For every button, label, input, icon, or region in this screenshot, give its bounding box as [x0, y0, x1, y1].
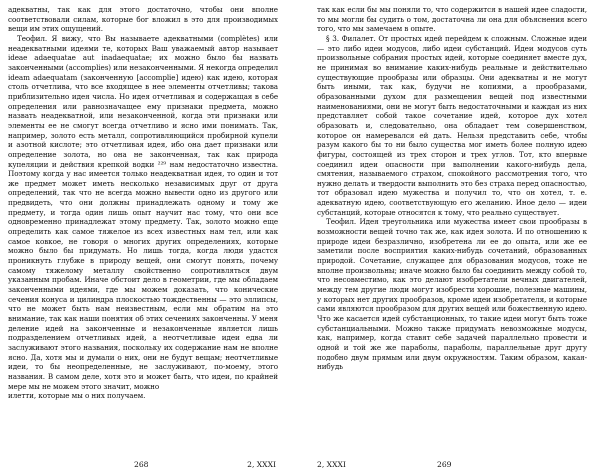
right-page-number: 269 [437, 460, 452, 469]
right-folio [317, 459, 587, 471]
left-paragraph-1: адекватны, так как для этого достаточно, чтобы они вполне соответствовали силам, которые бог вложил в это для производимых вещи им этих ощущений. [8, 5, 278, 34]
right-paragraph-2: § 3. Филалет. От простых идей перейдем к сложным. Сложные идеи — это либо идеи модусов, либо идеи субстанций. Идеи модусов суть произвольные собрания простых идей, которые соединяет вместе дух, не принимая во внимание каких-нибудь реальные и действительно существующие прообразы или образцы. Они адекватны и не могут быть иными, так как, будучи не копиями, а прообразами, образованными духом для размещения вещей под известными наименованиями, они не могут быть недостаточными и каждая из них представляет собой такое сочетание идей, которое дух хотел образовать и, следовательно, она обладает тем совершенством, которое он намеревался ей дать. Нельзя представить себе, чтобы разум какого бы то ни было существа мог иметь более полную идею фигуры, состоящей из трех сторон и трех углов. Тот, кто впервые соединил идеи опасности при выполнении какого-нибудь дела, смятения, называемого страхом, спокойного рассмотрения того, что нужно делать и твердости выполнить это без страха перед опасностью, тот образовал идею мужества и получил то, что он хотел, т. е. адекватную идею, соответствующую его желанию. Иное дело — идеи субстанций, которые относятся к тому, что реально существует. [317, 33, 587, 217]
right-paragraph-1: так как если бы мы поняли то, что содержится в нашей идее сладости, то мы могли бы судить о том, достаточна ли она для объяснения всего того, что мы замечаем в опыте. [317, 5, 587, 34]
left-folio [8, 459, 278, 471]
left-text-column [8, 5, 278, 401]
left-paragraph-3: илетти, которые мы о них получаем. [8, 391, 146, 401]
right-paragraph-3: Теофил. Идея треугольника или мужества имеет свои прообразы в возможности вещей точно так же, как идея золота. И по отношению к природе идеи безразлично, изобретена ли ее до опыта, или же ее заметили после восприятия каких-нибудь сочетаний, образованных природой. Сочетание, служащее для образования модусов, тоже не вполне произвольны; иначе можно было бы соединить между собой то, что несовместимо, как это делают изобретатели вечных двигателей, между тем другие люди могут изобрести хорошие, полезные машины, у которых нет других прообразов, кроме идеи изобретателя, и которые сами являются прообразом для других вещей или божественную идею. Что же касается идей субстанционных, то такие идеи могут быть тоже субстанциальными. Можно также придумать невозможные модусы, как, например, когда ставят себе задачей параллельно провести и одной и той же же параболы, параболы, параллельные друг другу подобно двум прямым или двум окружностям. Таким образом, какая-нибудь [317, 217, 587, 372]
right-text-column [317, 5, 587, 372]
left-page [8, 5, 278, 471]
left-paragraph-2: Теофил. Я вижу, что Вы называете адекватными (complètes) или неадекватными идеями те, которых Ваш уважаемый автор называет ideae adaequatae aut inadaequatae; их можно было бы назвать законченными (accomplies) или незаконченными. Я некогда определил ideam adaequatam (законченную [accomplie] идею) как идею, которая столь отчетлива, что все входящее в нее элементы отчетливы; такова приблизительно идея числа. Но идея отчетливая и содержащая в себе определения или равнозначащее ему признаки предмета, можно назвать неадекватной, или незаконченной, когда эти признаки или элементы ее не смогут всегда отчетливо и ясно ими понимать. Так, например, золото есть металл, сопротивляющийся пробирной купели и азотной кислоте; это отчетливая идея, ибо она дает признаки или определение золота, но она не законченная, так как природа купеляции и действия крепкой водки ²²⁹ нам недостаточно известна. Поэтому когда у нас имеется только неадекватная идея, то один и тот же предмет может иметь несколько независимых друг от друга определений, так что не всегда можно вывести одно из другого или предвидеть, что они должны принадлежать одному и тому же предмету, и тогда один лишь опыт научит нас тому, что они все одновременно принадлежат этому предмету. Так, золото можно еще определить как самое тяжелое из всех известных нам тел, или как самое ковкое, не говоря о многих других определениях, которые можно было бы придумать. Но лишь тогда, когда люди удастся проникнуть глубже в природу вещей, они смогут понять, почему самому тяжелому металлу свойственно сопротивляться двум указанным пробам. Иначе обстоит дело в геометрии, где мы обладаем законченными идеями, где мы можем доказать, что конические сечения конуса и цилиндра плоскостью тождественны — это эллипсы, что не может быть нам неизвестным, если мы обратим на это внимание, так как наши понятия об этих сечениях законченны. У меня деление идей на законченные и незаконченные является лишь подразделением отчетливых идей, а неотчетливые идеи едва ли заслуживают этого названия, поскольку их содержание нам не вполне ясно. Да, хотя мы и думали о них, они не будут вещам; неотчетливые идеи, то бы неопределенные, не заслуживают, по-моему, этого названия. В самом деле, хотя это и может быть, что идеи, по крайней мере мы не можем этого значит, можно [8, 33, 278, 391]
right-page [317, 5, 587, 471]
left-page-number: 268 [134, 460, 149, 469]
left-running-ref: 2, XXXI [247, 460, 276, 469]
right-running-ref: 2, XXXI [317, 460, 346, 469]
